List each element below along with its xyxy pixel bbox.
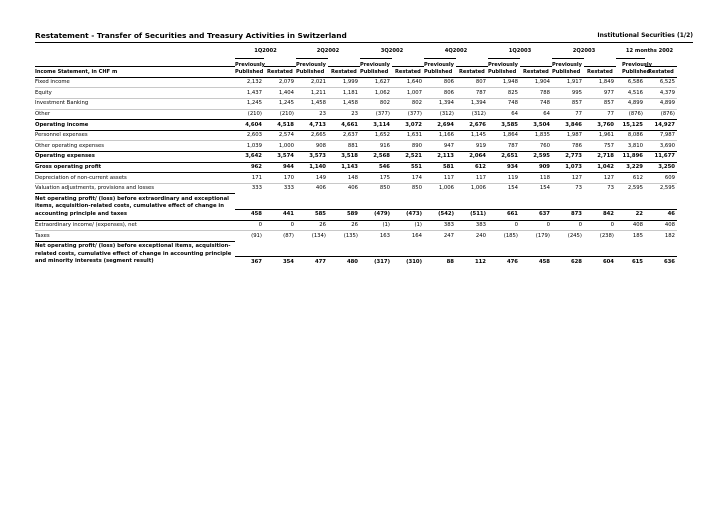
table-cell: 127 bbox=[584, 172, 616, 183]
table-cell: 962 bbox=[235, 162, 264, 173]
table-cell: 406 bbox=[328, 183, 360, 194]
table-cell: 916 bbox=[360, 140, 392, 151]
table-cell: 14,927 bbox=[645, 119, 677, 130]
table-cell: 3,573 bbox=[296, 151, 328, 162]
table-cell: 2,694 bbox=[424, 119, 456, 130]
table-cell: 408 bbox=[616, 220, 645, 231]
table-cell: 2,595 bbox=[520, 151, 552, 162]
table-cell: 175 bbox=[360, 172, 392, 183]
table-cell: 3,690 bbox=[645, 140, 677, 151]
title-rule bbox=[35, 42, 693, 43]
table-cell: 850 bbox=[392, 183, 424, 194]
row-label: Other operating expenses bbox=[35, 140, 235, 151]
col-previously-label: Previously bbox=[235, 62, 265, 69]
table-cell: 2,568 bbox=[360, 151, 392, 162]
table-cell: (377) bbox=[392, 109, 424, 120]
table-cell: 947 bbox=[424, 140, 456, 151]
table-cell: 22 bbox=[616, 209, 645, 220]
table-cell: 1,000 bbox=[264, 140, 296, 151]
table-cell: 2,595 bbox=[616, 183, 645, 194]
table-cell: 748 bbox=[520, 98, 552, 109]
table-cell: 3,574 bbox=[264, 151, 296, 162]
table-cell: 64 bbox=[488, 109, 520, 120]
table-cell: 2,651 bbox=[488, 151, 520, 162]
col-restated: Restated bbox=[328, 66, 360, 77]
table-cell: 171 bbox=[235, 172, 264, 183]
table-cell: 170 bbox=[264, 172, 296, 183]
table-cell: 333 bbox=[264, 183, 296, 194]
table-cell: 477 bbox=[296, 256, 328, 267]
table-cell: 0 bbox=[520, 220, 552, 231]
table-cell: 3,846 bbox=[552, 119, 584, 130]
table-cell: 977 bbox=[584, 87, 616, 98]
table-cell: 806 bbox=[424, 87, 456, 98]
period-header: 1Q2003 bbox=[508, 48, 532, 54]
table-cell: 4,713 bbox=[296, 119, 328, 130]
table-cell: 0 bbox=[235, 220, 264, 231]
table-cell: 3,072 bbox=[392, 119, 424, 130]
table-cell: 748 bbox=[488, 98, 520, 109]
period-header: 2Q2002 bbox=[316, 48, 340, 54]
table-cell: 1,437 bbox=[235, 87, 264, 98]
table-cell: 154 bbox=[520, 183, 552, 194]
table-cell: 4,899 bbox=[645, 98, 677, 109]
table-cell: 164 bbox=[392, 230, 424, 241]
table-cell: 46 bbox=[645, 209, 677, 220]
table-cell: 185 bbox=[616, 230, 645, 241]
table-cell: 995 bbox=[552, 87, 584, 98]
table-cell: 1,245 bbox=[235, 98, 264, 109]
col-previously-label: Previously bbox=[488, 62, 518, 69]
table-cell: 2,637 bbox=[328, 130, 360, 141]
table-cell: 1,211 bbox=[296, 87, 328, 98]
table-cell: 1,143 bbox=[328, 162, 360, 173]
table-cell: 1,627 bbox=[360, 77, 392, 88]
table-cell: 406 bbox=[296, 183, 328, 194]
col-restated: Restated bbox=[645, 66, 677, 77]
table-cell: 2,718 bbox=[584, 151, 616, 162]
table-cell: 119 bbox=[488, 172, 520, 183]
table-cell: 2,132 bbox=[235, 77, 264, 88]
table-cell: (238) bbox=[584, 230, 616, 241]
table-cell: 6,525 bbox=[645, 77, 677, 88]
table-cell: 408 bbox=[645, 220, 677, 231]
table-cell: (210) bbox=[264, 109, 296, 120]
col-restated: Restated bbox=[392, 66, 424, 77]
col-previously-published bbox=[552, 58, 584, 77]
table-cell: 1,166 bbox=[424, 130, 456, 141]
col-restated: Restated bbox=[584, 66, 616, 77]
table-cell: (511) bbox=[456, 209, 488, 220]
table-cell: 2,574 bbox=[264, 130, 296, 141]
table-cell: 1,864 bbox=[488, 130, 520, 141]
col-previously-published bbox=[296, 58, 328, 77]
table-cell: 2,113 bbox=[424, 151, 456, 162]
table-cell: 908 bbox=[296, 140, 328, 151]
table-cell: 802 bbox=[360, 98, 392, 109]
col-previously-published bbox=[424, 58, 456, 77]
table-cell: 182 bbox=[645, 230, 677, 241]
col-previously-published bbox=[235, 58, 264, 77]
table-cell: 1,917 bbox=[552, 77, 584, 88]
table-cell: 3,114 bbox=[360, 119, 392, 130]
table-cell: 919 bbox=[456, 140, 488, 151]
table-cell: 2,595 bbox=[645, 183, 677, 194]
table-cell: 1,140 bbox=[296, 162, 328, 173]
period-header: 1Q2002 bbox=[254, 48, 277, 54]
col-published-label: Published bbox=[488, 68, 517, 75]
table-cell: 4,379 bbox=[645, 87, 677, 98]
table-cell: 760 bbox=[520, 140, 552, 151]
table-cell: 354 bbox=[264, 256, 296, 267]
table-cell: 4,518 bbox=[264, 119, 296, 130]
table-cell: 857 bbox=[552, 98, 584, 109]
table-cell: 11,896 bbox=[616, 151, 645, 162]
table-cell: 802 bbox=[392, 98, 424, 109]
table-cell: (876) bbox=[645, 109, 677, 120]
table-cell: 127 bbox=[552, 172, 584, 183]
table-cell: 118 bbox=[520, 172, 552, 183]
table-cell: (185) bbox=[488, 230, 520, 241]
table-cell: 1,245 bbox=[264, 98, 296, 109]
table-cell: 476 bbox=[488, 256, 520, 267]
row-label: Valuation adjustments, provisions and losses bbox=[35, 183, 235, 194]
table-cell: 661 bbox=[488, 209, 520, 220]
row-label: Other bbox=[35, 109, 235, 120]
row-label: Depreciation of non-current assets bbox=[35, 172, 235, 183]
table-cell: 1,652 bbox=[360, 130, 392, 141]
table-cell: 788 bbox=[520, 87, 552, 98]
col-previously-label: Previously bbox=[424, 62, 454, 69]
table-cell: 1,999 bbox=[328, 77, 360, 88]
table-cell: 1,394 bbox=[424, 98, 456, 109]
table-cell: 174 bbox=[392, 172, 424, 183]
table-cell: 458 bbox=[235, 209, 264, 220]
row-label: Equity bbox=[35, 87, 235, 98]
table-cell: 3,760 bbox=[584, 119, 616, 130]
table-cell: 1,181 bbox=[328, 87, 360, 98]
row-label: Investment Banking bbox=[35, 98, 235, 109]
table-cell: 149 bbox=[296, 172, 328, 183]
table-cell: 612 bbox=[616, 172, 645, 183]
table-cell: 551 bbox=[392, 162, 424, 173]
report-title: Restatement - Transfer of Securities and Treasury Activities in Switzerland bbox=[35, 31, 347, 40]
table-cell: 637 bbox=[520, 209, 552, 220]
table-cell: 77 bbox=[584, 109, 616, 120]
row-label: Extraordinary income/ (expenses), net bbox=[35, 220, 235, 231]
table-cell: 3,229 bbox=[616, 162, 645, 173]
table-cell: 240 bbox=[456, 230, 488, 241]
table-cell: (479) bbox=[360, 209, 392, 220]
table-cell: 1,006 bbox=[456, 183, 488, 194]
table-cell: 4,661 bbox=[328, 119, 360, 130]
table-cell: 0 bbox=[552, 220, 584, 231]
table-cell: 589 bbox=[328, 209, 360, 220]
row-label: Personnel expenses bbox=[35, 130, 235, 141]
table-cell: 383 bbox=[424, 220, 456, 231]
table-cell: 0 bbox=[584, 220, 616, 231]
row-label: Fixed income bbox=[35, 77, 235, 88]
table-cell: 786 bbox=[552, 140, 584, 151]
row-label: Operating expenses bbox=[35, 151, 235, 162]
table-cell: 15,125 bbox=[616, 119, 645, 130]
table-cell: 1,039 bbox=[235, 140, 264, 151]
table-cell: 604 bbox=[584, 256, 616, 267]
table-cell: 4,516 bbox=[616, 87, 645, 98]
table-cell: 383 bbox=[456, 220, 488, 231]
table-cell: 807 bbox=[456, 77, 488, 88]
col-previously-published bbox=[488, 58, 520, 77]
income-statement-table bbox=[35, 44, 693, 267]
table-cell: 3,518 bbox=[328, 151, 360, 162]
table-cell: 890 bbox=[392, 140, 424, 151]
table-cell: 1,904 bbox=[520, 77, 552, 88]
table-cell: (473) bbox=[392, 209, 424, 220]
table-cell: 247 bbox=[424, 230, 456, 241]
table-cell: 757 bbox=[584, 140, 616, 151]
table-cell: 88 bbox=[424, 256, 456, 267]
table-cell: 3,504 bbox=[520, 119, 552, 130]
table-cell: 842 bbox=[584, 209, 616, 220]
table-cell: 480 bbox=[328, 256, 360, 267]
table-cell: 2,676 bbox=[456, 119, 488, 130]
col-published-label: Published bbox=[360, 68, 389, 75]
table-cell: 1,961 bbox=[584, 130, 616, 141]
table-cell: (876) bbox=[616, 109, 645, 120]
table-cell: 1,458 bbox=[296, 98, 328, 109]
table-cell: 825 bbox=[488, 87, 520, 98]
table-cell: 934 bbox=[488, 162, 520, 173]
table-cell: 4,899 bbox=[616, 98, 645, 109]
table-cell: 581 bbox=[424, 162, 456, 173]
table-cell: 73 bbox=[552, 183, 584, 194]
col-previously-published bbox=[360, 58, 392, 77]
col-published-label: Published bbox=[235, 68, 264, 75]
table-cell: 609 bbox=[645, 172, 677, 183]
table-cell: 367 bbox=[235, 256, 264, 267]
table-cell: 6,586 bbox=[616, 77, 645, 88]
table-cell: 1,849 bbox=[584, 77, 616, 88]
table-cell: 112 bbox=[456, 256, 488, 267]
table-cell: 2,064 bbox=[456, 151, 488, 162]
col-restated: Restated bbox=[264, 66, 296, 77]
table-cell: 2,603 bbox=[235, 130, 264, 141]
row-label: Net operating profit/ (loss) before exceptional items, acquisition-related costs, cumulative effect of change in accounting principle and minority interests (segment result) bbox=[35, 241, 235, 267]
table-cell: 8,086 bbox=[616, 130, 645, 141]
table-cell: (245) bbox=[552, 230, 584, 241]
table-cell: (87) bbox=[264, 230, 296, 241]
table-cell: 857 bbox=[584, 98, 616, 109]
table-cell: 806 bbox=[424, 77, 456, 88]
row-header-label: Income Statement, in CHF m bbox=[35, 66, 235, 77]
table-cell: 881 bbox=[328, 140, 360, 151]
col-previously-published bbox=[616, 58, 652, 77]
table-cell: 1,631 bbox=[392, 130, 424, 141]
table-cell: (1) bbox=[360, 220, 392, 231]
table-cell: (1) bbox=[392, 220, 424, 231]
table-cell: 117 bbox=[424, 172, 456, 183]
col-previously-label: Previously bbox=[552, 62, 582, 69]
table-cell: 148 bbox=[328, 172, 360, 183]
table-cell: 0 bbox=[264, 220, 296, 231]
table-cell: (312) bbox=[424, 109, 456, 120]
table-cell: 23 bbox=[296, 109, 328, 120]
table-cell: 3,585 bbox=[488, 119, 520, 130]
table-cell: 546 bbox=[360, 162, 392, 173]
col-previously-label: Previously bbox=[296, 62, 326, 69]
table-cell: 3,642 bbox=[235, 151, 264, 162]
table-cell: 154 bbox=[488, 183, 520, 194]
table-cell: 64 bbox=[520, 109, 552, 120]
table-cell: (310) bbox=[392, 256, 424, 267]
col-restated: Restated bbox=[520, 66, 552, 77]
col-previously-label: Previously bbox=[622, 62, 652, 69]
period-header: 12 months 2002 bbox=[625, 48, 674, 54]
table-cell: (542) bbox=[424, 209, 456, 220]
table-cell: 26 bbox=[328, 220, 360, 231]
header-spacer bbox=[35, 44, 235, 58]
period-header: 2Q2003 bbox=[572, 48, 596, 54]
table-cell: 2,773 bbox=[552, 151, 584, 162]
table-cell: 2,021 bbox=[296, 77, 328, 88]
table-cell: 636 bbox=[645, 256, 677, 267]
table-cell: 909 bbox=[520, 162, 552, 173]
table-cell: 787 bbox=[488, 140, 520, 151]
table-cell: 163 bbox=[360, 230, 392, 241]
table-cell: 1,835 bbox=[520, 130, 552, 141]
table-cell: 2,079 bbox=[264, 77, 296, 88]
table-cell: 4,604 bbox=[235, 119, 264, 130]
table-cell: 1,007 bbox=[392, 87, 424, 98]
table-cell: 11,677 bbox=[645, 151, 677, 162]
table-cell: 77 bbox=[552, 109, 584, 120]
table-cell: 850 bbox=[360, 183, 392, 194]
table-cell: 1,640 bbox=[392, 77, 424, 88]
table-cell: 333 bbox=[235, 183, 264, 194]
table-cell: 1,062 bbox=[360, 87, 392, 98]
table-cell: (91) bbox=[235, 230, 264, 241]
col-published-label: Published bbox=[552, 68, 581, 75]
row-label: Gross operating profit bbox=[35, 162, 235, 173]
table-cell: 7,987 bbox=[645, 130, 677, 141]
table-cell: 1,042 bbox=[584, 162, 616, 173]
table-cell: 0 bbox=[488, 220, 520, 231]
table-cell: 73 bbox=[584, 183, 616, 194]
report-subtitle: Institutional Securities (1/2) bbox=[597, 32, 693, 39]
table-cell: 458 bbox=[520, 256, 552, 267]
table-cell: 2,665 bbox=[296, 130, 328, 141]
table-cell: (377) bbox=[360, 109, 392, 120]
table-cell: (135) bbox=[328, 230, 360, 241]
table-cell: (317) bbox=[360, 256, 392, 267]
table-cell: 1,404 bbox=[264, 87, 296, 98]
period-header: 3Q2002 bbox=[380, 48, 404, 54]
table-cell: 23 bbox=[328, 109, 360, 120]
row-label: Operating income bbox=[35, 119, 235, 130]
table-cell: 3,250 bbox=[645, 162, 677, 173]
col-published-label: Published bbox=[622, 68, 651, 75]
table-cell: 441 bbox=[264, 209, 296, 220]
table-cell: 1,948 bbox=[488, 77, 520, 88]
row-label: Taxes bbox=[35, 230, 235, 241]
table-cell: 628 bbox=[552, 256, 584, 267]
table-cell: 1,987 bbox=[552, 130, 584, 141]
table-cell: 615 bbox=[616, 256, 645, 267]
table-cell: 1,394 bbox=[456, 98, 488, 109]
table-cell: 1,458 bbox=[328, 98, 360, 109]
table-cell: 117 bbox=[456, 172, 488, 183]
table-cell: 585 bbox=[296, 209, 328, 220]
table-cell: (134) bbox=[296, 230, 328, 241]
table-cell: (210) bbox=[235, 109, 264, 120]
table-cell: 3,810 bbox=[616, 140, 645, 151]
table-cell: 787 bbox=[456, 87, 488, 98]
table-cell: (312) bbox=[456, 109, 488, 120]
table-cell: 1,145 bbox=[456, 130, 488, 141]
table-cell: 1,073 bbox=[552, 162, 584, 173]
row-label: Net operating profit/ (loss) before extraordinary and exceptional items, acquisition-related costs, cumulative effect of change in accounting principle and taxes bbox=[35, 193, 235, 219]
period-header: 4Q2002 bbox=[444, 48, 468, 54]
table-cell: 26 bbox=[296, 220, 328, 231]
table-cell: 2,521 bbox=[392, 151, 424, 162]
table-cell: 612 bbox=[456, 162, 488, 173]
col-published-label: Published bbox=[424, 68, 453, 75]
table-cell: 944 bbox=[264, 162, 296, 173]
table-cell: 873 bbox=[552, 209, 584, 220]
table-cell: 1,006 bbox=[424, 183, 456, 194]
col-restated: Restated bbox=[456, 66, 488, 77]
col-published-label: Published bbox=[296, 68, 325, 75]
table-cell: (179) bbox=[520, 230, 552, 241]
col-previously-label: Previously bbox=[360, 62, 390, 69]
